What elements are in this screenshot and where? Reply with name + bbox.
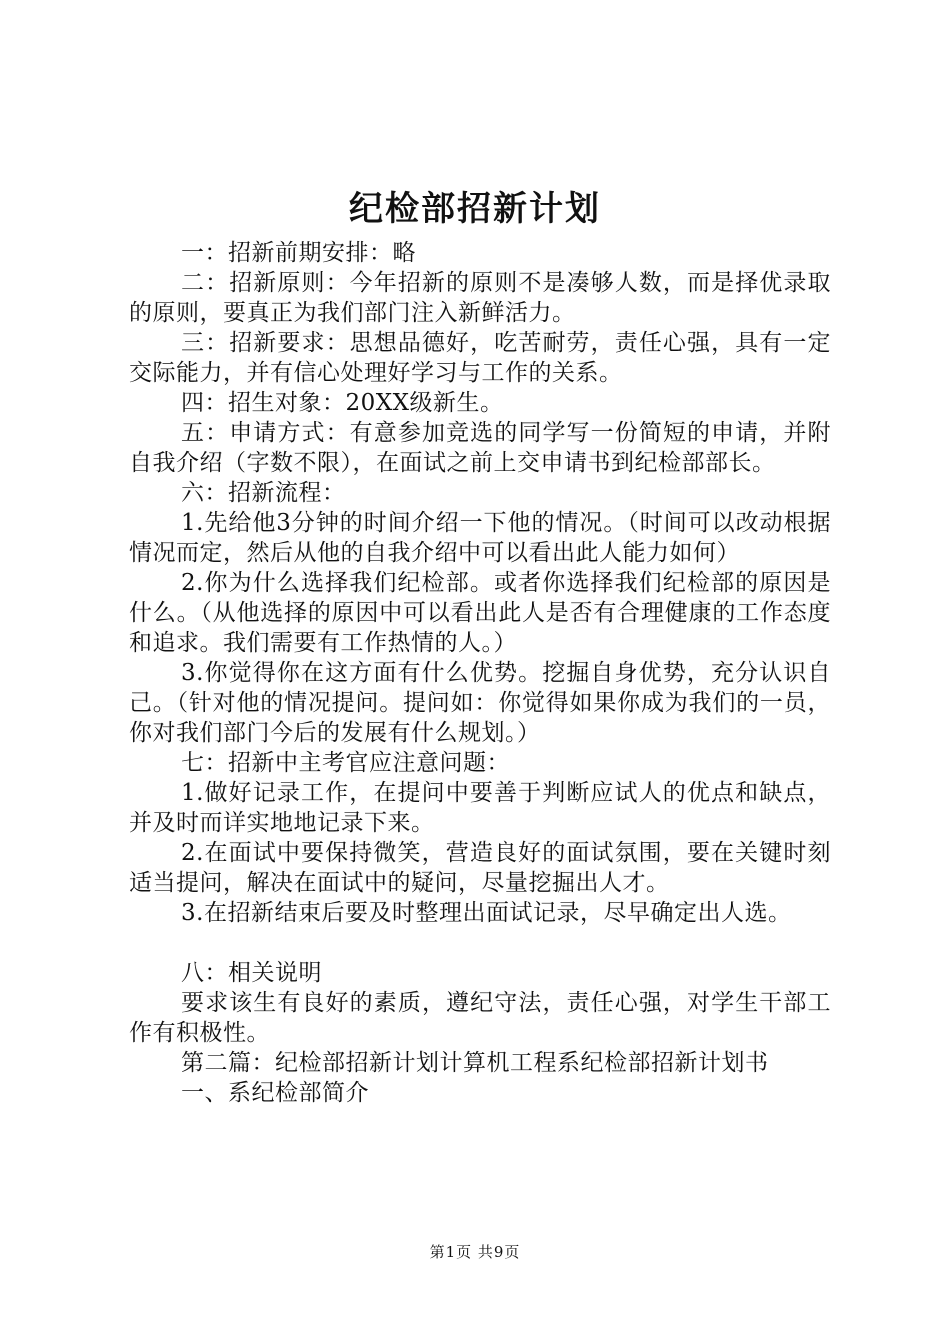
- paragraph-1: 一：招新前期安排：略: [181, 240, 416, 266]
- paragraph-11: 1.做好记录工作，在提问中要善于判断应试人的优点和缺点，并及时而详实地地记录下来。: [129, 780, 831, 836]
- paragraph-16: 第二篇：纪检部招新计划计算机工程系纪检部招新计划书: [181, 1050, 769, 1076]
- paragraph-5: 五：申请方式：有意参加竞选的同学写一份简短的申请，并附自我介绍（字数不限），在面试之前上交申请书到纪检部部长。: [129, 420, 831, 476]
- paragraph-3: 三：招新要求：思想品德好，吃苦耐劳，责任心强，具有一定交际能力，并有信心处理好学习与工作的关系。: [129, 330, 831, 386]
- document-body: [129, 238, 831, 1108]
- paragraph-2: 二：招新原则：今年招新的原则不是凑够人数，而是择优录取的原则，要真正为我们部门注入新鲜活力。: [129, 270, 831, 326]
- paragraph-17: 一、系纪检部简介: [181, 1080, 369, 1106]
- paragraph-12: 2.在面试中要保持微笑，营造良好的面试氛围，要在关键时刻适当提问，解决在面试中的疑问，尽量挖掘出人才。: [129, 840, 831, 896]
- paragraph-15: 要求该生有良好的素质，遵纪守法，责任心强，对学生干部工作有积极性。: [129, 990, 831, 1046]
- page-footer: 第1页 共9页: [429, 1243, 521, 1261]
- paragraph-13: 3.在招新结束后要及时整理出面试记录，尽早确定出人选。: [181, 900, 792, 926]
- paragraph-4: 四：招生对象：20XX级新生。: [181, 390, 504, 416]
- document-title: 纪检部招新计划: [349, 189, 601, 229]
- paragraph-6: 六：招新流程：: [181, 480, 346, 506]
- paragraph-9: 3.你觉得你在这方面有什么优势。挖掘自身优势，充分认识自己。（针对他的情况提问。提问如：你觉得如果你成为我们的一员，你对我们部门今后的发展有什么规划。）: [129, 660, 831, 746]
- paragraph-8: 2.你为什么选择我们纪检部。或者你选择我们纪检部的原因是什么。（从他选择的原因中可以看出此人是否有合理健康的工作态度和追求。我们需要有工作热情的人。）: [129, 570, 831, 656]
- paragraph-10: 七：招新中主考官应注意问题：: [181, 750, 510, 776]
- paragraph-14: 八：相关说明: [181, 960, 322, 986]
- paragraph-7: 1.先给他3分钟的时间介绍一下他的情况。（时间可以改动根据情况而定，然后从他的自我介绍中可以看出此人能力如何）: [129, 510, 831, 566]
